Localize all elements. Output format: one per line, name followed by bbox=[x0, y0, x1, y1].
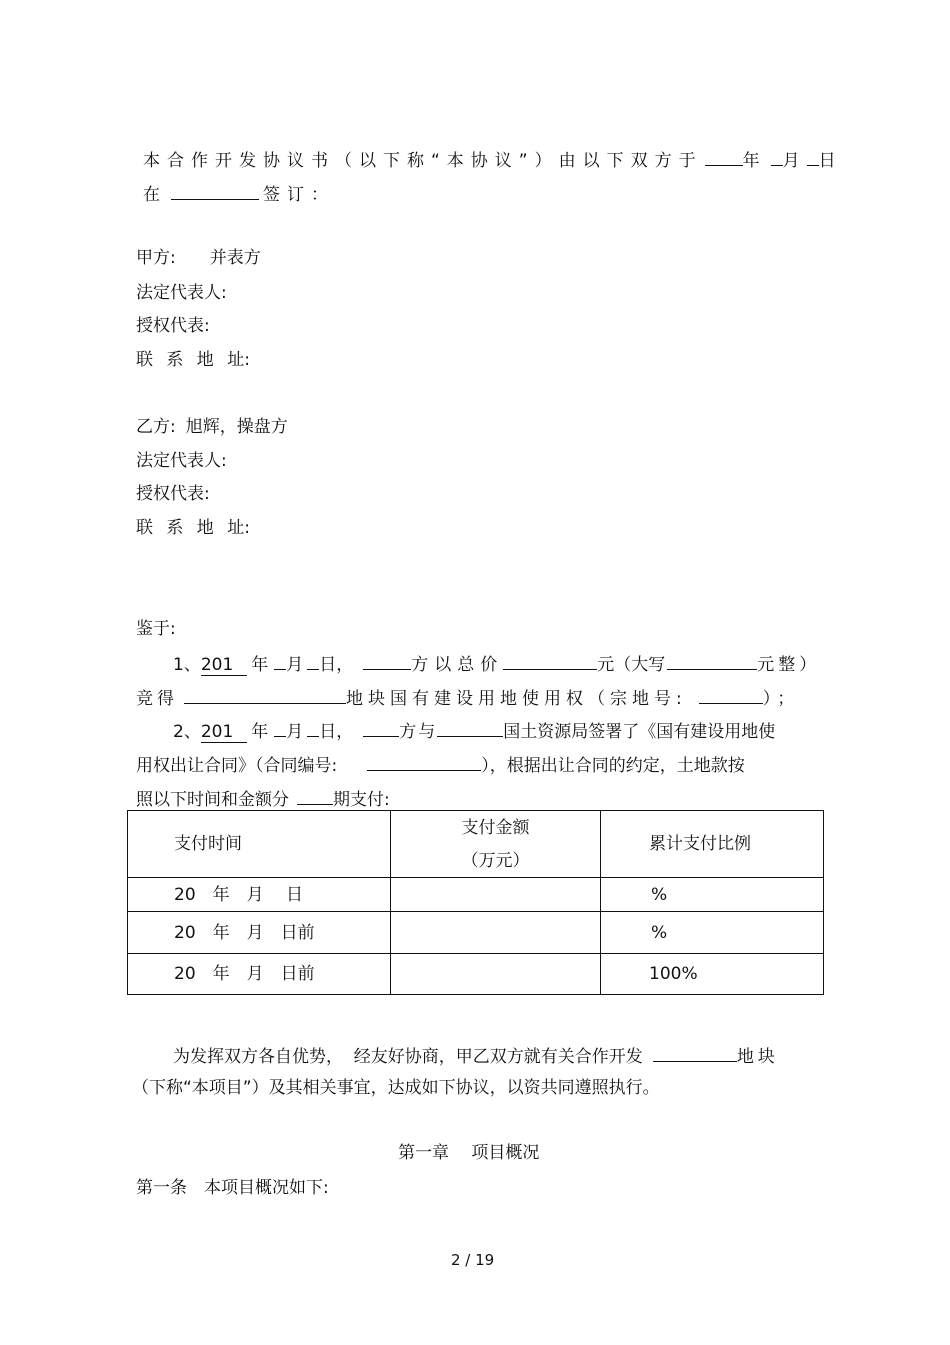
item-2-year: 年 bbox=[251, 722, 269, 742]
item-2-contract-no: 用权出让合同》（合同编号: bbox=[136, 756, 338, 776]
row-3-ratio: 100% bbox=[601, 954, 824, 995]
item-2-day: 日， bbox=[319, 722, 354, 742]
item-2-terms: ），根据出让合同的约定，土地款按 bbox=[481, 756, 745, 776]
item-1-land-right: 地块国有建设用地使用权（宗地号: bbox=[346, 689, 687, 709]
row-2-ratio: % bbox=[601, 912, 824, 954]
party-b-label: 乙方: bbox=[136, 417, 176, 437]
row-1-time: 20 年 月 日 bbox=[128, 878, 391, 912]
date-day-blank bbox=[807, 148, 819, 166]
table-header-row bbox=[128, 811, 824, 878]
party-b-address: 联 系 地 址: bbox=[136, 518, 250, 538]
item-2-party-blank bbox=[363, 719, 399, 737]
item-2-bureau-blank bbox=[437, 719, 503, 737]
item-1-month: 月 bbox=[286, 655, 304, 675]
day-label: 日 bbox=[818, 151, 843, 171]
item-1-month-blank bbox=[274, 652, 286, 670]
party-a-auth-rep: 授权代表: bbox=[136, 316, 210, 336]
purpose-parcel-label: 地块 bbox=[736, 1047, 779, 1067]
item-2-contract-no-blank bbox=[367, 753, 481, 771]
item-2-periods-blank bbox=[297, 787, 333, 805]
place-label: 在 bbox=[143, 185, 167, 205]
party-b-line bbox=[136, 417, 288, 437]
item-1-capital-blank bbox=[667, 652, 757, 670]
table-row bbox=[128, 912, 824, 954]
page-number: 2 / 19 bbox=[451, 1251, 495, 1269]
intro-text: 本合作开发协议书（以下称“本协议”）由以下双方于 bbox=[143, 151, 703, 171]
party-a-legal-rep: 法定代表人: bbox=[136, 283, 227, 303]
party-b-auth-rep: 授权代表: bbox=[136, 484, 210, 504]
whereas-item-2-line-1 bbox=[173, 719, 775, 742]
header-ratio: 累计支付比例 bbox=[601, 811, 824, 878]
chapter-title: 第一章 项目概况 bbox=[398, 1143, 540, 1163]
header-amount bbox=[391, 811, 601, 878]
article-1: 第一条 本项目概况如下: bbox=[136, 1178, 329, 1198]
intro-line-2 bbox=[143, 182, 335, 205]
party-a-label: 甲方: bbox=[136, 248, 176, 268]
item-2-number: 2、 bbox=[173, 722, 201, 742]
row-3-time: 20 年 月 日前 bbox=[128, 954, 391, 995]
header-amount-line-1: 支付金额 bbox=[461, 817, 530, 838]
date-year-blank bbox=[705, 148, 743, 166]
year-label: 年 bbox=[742, 151, 767, 171]
item-1-close: ）； bbox=[762, 689, 801, 709]
item-2-year-prefix: 201 bbox=[201, 722, 247, 743]
party-a-line bbox=[136, 248, 261, 268]
header-amount-line-2: （万元） bbox=[461, 850, 530, 871]
row-2-time: 20 年 月 日前 bbox=[128, 912, 391, 954]
purpose-line-1 bbox=[173, 1044, 779, 1067]
date-month-blank bbox=[771, 148, 783, 166]
table-row bbox=[128, 954, 824, 995]
whereas-item-2-line-3 bbox=[136, 787, 390, 810]
party-b-legal-rep: 法定代表人: bbox=[136, 451, 227, 471]
item-1-party-blank bbox=[363, 652, 411, 670]
item-2-installments: 照以下时间和金额分 bbox=[136, 790, 289, 810]
month-label: 月 bbox=[782, 151, 807, 171]
whereas-title: 鉴于: bbox=[136, 619, 176, 639]
item-1-year-prefix: 201 bbox=[201, 655, 247, 676]
purpose-parcel-blank bbox=[653, 1044, 737, 1062]
row-1-amount bbox=[391, 878, 601, 912]
item-1-won: 竞得 bbox=[136, 689, 178, 709]
party-b-name: 旭辉，操盘方 bbox=[185, 417, 288, 437]
item-1-price-blank bbox=[503, 652, 597, 670]
party-a-name: 并表方 bbox=[209, 248, 261, 268]
item-1-number: 1、 bbox=[173, 655, 201, 675]
item-2-day-blank bbox=[307, 719, 319, 737]
item-1-yuan-whole: 元整） bbox=[757, 655, 821, 675]
item-2-contract-title: 国土资源局签署了《国有建设用地使 bbox=[503, 722, 776, 742]
item-1-day-blank bbox=[307, 652, 319, 670]
item-1-total-price: 方以总价 bbox=[411, 655, 504, 675]
row-3-amount bbox=[391, 954, 601, 995]
item-1-day: 日， bbox=[319, 655, 354, 675]
intro-line-1 bbox=[143, 148, 843, 171]
item-2-month-blank bbox=[274, 719, 286, 737]
item-2-with: 方与 bbox=[399, 722, 438, 742]
signed-label: 签订： bbox=[263, 185, 335, 205]
item-1-parcel-no-blank bbox=[699, 686, 763, 704]
whereas-item-1-line-2 bbox=[136, 686, 800, 709]
payment-table bbox=[127, 810, 824, 995]
purpose-text: 为发挥双方各自优势， 经友好协商，甲乙双方就有关合作开发 bbox=[173, 1047, 643, 1067]
item-2-payment: 期支付: bbox=[333, 790, 390, 810]
whereas-item-1-line-1 bbox=[173, 652, 820, 675]
item-1-year: 年 bbox=[251, 655, 269, 675]
item-2-month: 月 bbox=[286, 722, 304, 742]
header-time: 支付时间 bbox=[128, 811, 391, 878]
table-row bbox=[128, 878, 824, 912]
item-1-parcel-blank bbox=[184, 686, 346, 704]
row-2-amount bbox=[391, 912, 601, 954]
party-a-address: 联 系 地 址: bbox=[136, 350, 250, 370]
row-1-ratio: % bbox=[601, 878, 824, 912]
place-blank bbox=[171, 182, 259, 200]
whereas-item-2-line-2 bbox=[136, 753, 745, 776]
item-1-yuan: 元（大写 bbox=[597, 655, 666, 675]
purpose-line-2: （下称“本项目”）及其相关事宜，达成如下协议，以资共同遵照执行。 bbox=[132, 1078, 660, 1098]
